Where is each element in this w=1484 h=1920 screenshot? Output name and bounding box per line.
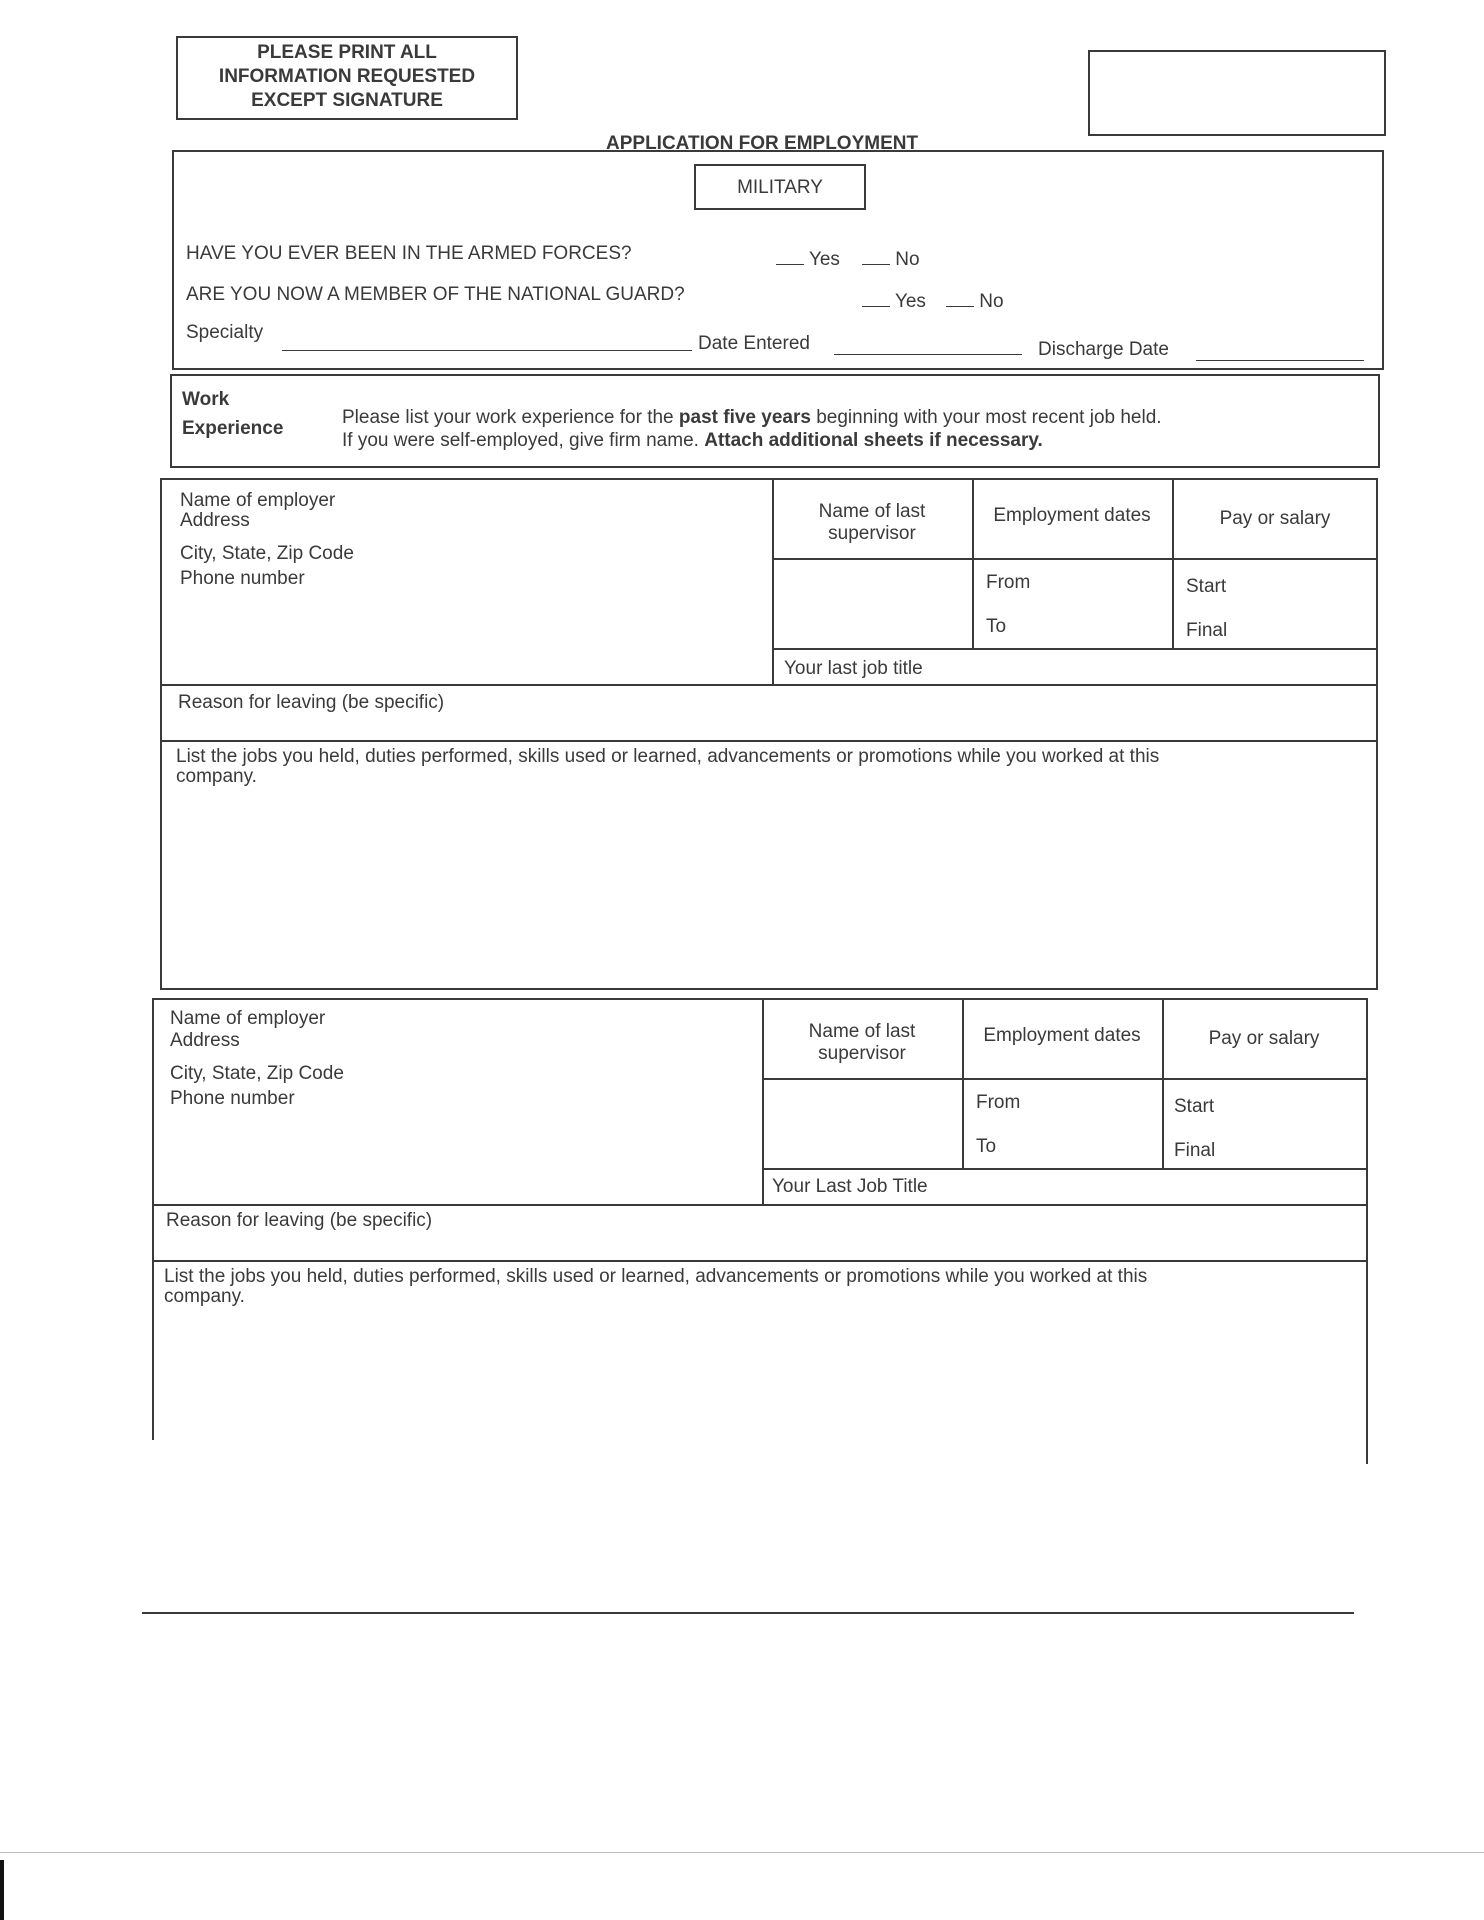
- work-experience-label-2: Experience: [182, 418, 284, 439]
- print-notice-line1: PLEASE PRINT ALL: [257, 42, 437, 63]
- employer-2-to-label: To: [976, 1136, 997, 1157]
- employer-1-pay-header: Pay or salary: [1219, 508, 1331, 529]
- employer-1-dates-header: Employment dates: [993, 505, 1151, 526]
- employer-2-pay-header: Pay or salary: [1208, 1028, 1320, 1049]
- armed-forces-no-option[interactable]: [862, 249, 920, 271]
- instruction-1-part-a: Please list your work experience for the: [342, 407, 679, 428]
- employer-1-jobtitle-label: Your last job title: [784, 658, 923, 679]
- employer-2-start-label: Start: [1174, 1096, 1215, 1117]
- employer-2-duties-top: [152, 1260, 1366, 1262]
- employer-2-duties-label-2: company.: [164, 1286, 245, 1307]
- armed-forces-yes-blank[interactable]: [776, 264, 804, 265]
- employer-1-from-label: From: [986, 572, 1031, 593]
- employer-1-final-label: Final: [1186, 620, 1228, 641]
- employer-1-col3-line: [1172, 478, 1174, 648]
- specialty-label: Specialty: [186, 322, 264, 343]
- employer-1-duties-top: [160, 740, 1378, 742]
- employer-1-reason-label: Reason for leaving (be specific): [178, 692, 445, 713]
- instruction-1-emphasis: past five years: [678, 407, 811, 428]
- employer-2-from-label: From: [976, 1092, 1021, 1113]
- employer-2-col3-line: [1162, 998, 1164, 1168]
- employer-2-address-label: Address: [170, 1030, 240, 1051]
- employer-2-right-line: [1366, 998, 1368, 1464]
- employer-2-divider: [762, 998, 764, 1204]
- employer-1-reason-top: [160, 684, 1378, 686]
- employer-2-name-label: Name of employer: [170, 1008, 326, 1029]
- date-entered-input-line[interactable]: [834, 354, 1022, 355]
- employer-2-phone-label: Phone number: [170, 1088, 295, 1109]
- instruction-2-emphasis: Attach additional sheets if necessary.: [704, 430, 1043, 451]
- employer-1-divider: [772, 478, 774, 684]
- employer-1-city-label: City, State, Zip Code: [180, 543, 354, 564]
- employer-1-jobtitle-top: [772, 648, 1378, 650]
- military-heading: MILITARY: [737, 177, 823, 198]
- work-experience-instruction-2: [342, 430, 1043, 452]
- national-guard-yes-blank[interactable]: [862, 306, 890, 307]
- employer-2-city-label: City, State, Zip Code: [170, 1063, 344, 1084]
- employer-2-jobtitle-label: Your Last Job Title: [772, 1176, 928, 1197]
- date-entered-label: Date Entered: [698, 333, 810, 354]
- employer-2-dates-header: Employment dates: [983, 1025, 1141, 1046]
- employer-2-reason-top: [152, 1204, 1366, 1206]
- employer-2-duties-label-1: List the jobs you held, duties performed, skills used or learned, advancements or promotions while you worked at this: [164, 1266, 1148, 1287]
- specialty-input-line[interactable]: [282, 350, 692, 351]
- instruction-1-part-c: beginning with your most recent job held.: [810, 407, 1162, 428]
- bottom-rule: [142, 1612, 1354, 1614]
- armed-forces-no-blank[interactable]: [862, 264, 890, 265]
- armed-forces-question: HAVE YOU EVER BEEN IN THE ARMED FORCES?: [186, 243, 632, 264]
- national-guard-yes-option[interactable]: [862, 291, 926, 313]
- armed-forces-yes-label: Yes: [808, 249, 840, 270]
- discharge-date-label: Discharge Date: [1038, 339, 1169, 360]
- employer-1-start-label: Start: [1186, 576, 1227, 597]
- print-notice-line3: EXCEPT SIGNATURE: [251, 90, 443, 111]
- employer-1-supervisor-header: Name of last supervisor: [818, 501, 926, 544]
- employer-2-header-line: [762, 1078, 1366, 1080]
- national-guard-question: ARE YOU NOW A MEMBER OF THE NATIONAL GUARD?: [186, 284, 685, 305]
- scan-edge-mark: [0, 1860, 4, 1920]
- employer-2-left-line: [152, 998, 154, 1440]
- employer-1-header-line: [772, 558, 1378, 560]
- employer-1-address-label: Address: [180, 510, 250, 531]
- national-guard-no-option[interactable]: [946, 291, 1004, 313]
- armed-forces-no-label: No: [895, 249, 920, 270]
- instruction-2-part-a: If you were self-employed, give firm name.: [342, 430, 705, 451]
- employer-1-to-label: To: [986, 616, 1007, 637]
- national-guard-no-label: No: [979, 291, 1004, 312]
- discharge-date-input-line[interactable]: [1196, 360, 1364, 361]
- national-guard-yes-label: Yes: [894, 291, 926, 312]
- employer-2-col2-line: [962, 998, 964, 1168]
- work-experience-instruction-1: [342, 407, 1162, 429]
- employer-1-name-label: Name of employer: [180, 490, 336, 511]
- armed-forces-yes-option[interactable]: [776, 249, 840, 271]
- scan-edge-line: [0, 1852, 1484, 1853]
- print-notice-line2: INFORMATION REQUESTED: [218, 66, 476, 87]
- national-guard-no-blank[interactable]: [946, 306, 974, 307]
- employer-1-duties-label-2: company.: [176, 766, 257, 787]
- employer-2-reason-label: Reason for leaving (be specific): [166, 1210, 433, 1231]
- office-use-box[interactable]: [1088, 50, 1386, 136]
- employer-1-col2-line: [972, 478, 974, 648]
- employer-2-jobtitle-top: [762, 1168, 1366, 1170]
- employer-2-final-label: Final: [1174, 1140, 1216, 1161]
- form-title: APPLICATION FOR EMPLOYMENT: [606, 133, 919, 154]
- employer-1-duties-label-1: List the jobs you held, duties performed, skills used or learned, advancements or promotions while you worked at this: [176, 746, 1160, 767]
- employer-1-phone-label: Phone number: [180, 568, 305, 589]
- employer-2-top-line: [152, 998, 1368, 1000]
- employer-2-supervisor-header: Name of last supervisor: [808, 1021, 916, 1064]
- work-experience-label-1: Work: [182, 389, 230, 410]
